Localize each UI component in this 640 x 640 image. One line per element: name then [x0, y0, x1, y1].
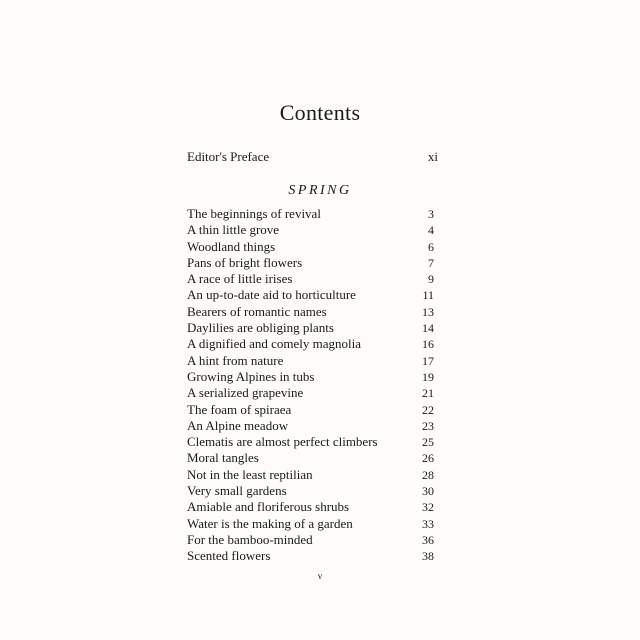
contents-entry	[187, 222, 434, 238]
contents-entry	[187, 336, 434, 352]
entry-title: Woodland things	[187, 238, 276, 254]
page-title: Contents	[279, 100, 361, 125]
entry-page: 19	[422, 369, 434, 384]
entry-title: Daylilies are obliging plants	[187, 320, 334, 336]
entry-title: A hint from nature	[187, 352, 284, 368]
entry-title: For the bamboo-minded	[187, 531, 313, 547]
contents-entry	[187, 239, 434, 255]
entry-page: 23	[422, 418, 434, 433]
entry-page: 30	[422, 484, 434, 499]
entry-title: The foam of spiraea	[187, 401, 292, 417]
entry-title: Moral tangles	[187, 450, 259, 466]
contents-entry	[187, 532, 434, 548]
entry-page: 38	[422, 549, 434, 564]
entry-title: A race of little irises	[187, 271, 293, 287]
contents-entry	[187, 516, 434, 532]
contents-entry	[187, 499, 434, 515]
entry-title: An Alpine meadow	[187, 417, 289, 433]
entry-title: Pans of bright flowers	[187, 254, 303, 270]
contents-entry	[187, 434, 434, 450]
contents-entry	[187, 304, 434, 320]
contents-entry	[187, 402, 434, 418]
entry-page: 32	[422, 500, 434, 515]
entry-page: 17	[422, 353, 434, 368]
entry-title: Amiable and floriferous shrubs	[187, 499, 350, 515]
contents-list	[187, 206, 434, 565]
entry-page: 16	[422, 337, 434, 352]
entry-title: A dignified and comely magnolia	[187, 336, 362, 352]
contents-entry	[187, 483, 434, 499]
preface-entry	[187, 149, 438, 165]
entry-title: A thin little grove	[187, 222, 280, 238]
contents-entry	[187, 271, 434, 287]
page-folio: v	[317, 571, 323, 581]
contents-entry	[187, 450, 434, 466]
entry-page: 25	[422, 435, 434, 450]
entry-title: The beginnings of revival	[187, 206, 321, 221]
entry-page: 33	[422, 516, 434, 531]
entry-page: 3	[428, 207, 434, 221]
contents-entry	[187, 255, 434, 271]
entry-page: 14	[422, 321, 434, 336]
preface-label: Editor's Preface	[187, 149, 270, 164]
contents-entry	[187, 418, 434, 434]
contents-entry	[187, 467, 434, 483]
entry-page: 13	[422, 304, 434, 319]
contents-entry	[187, 385, 434, 401]
contents-entry	[187, 320, 434, 336]
entry-title: Scented flowers	[187, 548, 271, 564]
entry-page: 26	[422, 451, 434, 466]
contents-entry	[187, 353, 434, 369]
contents-entry	[187, 369, 434, 385]
entry-title: Clematis are almost perfect climbers	[187, 434, 378, 450]
section-heading: SPRING	[288, 183, 352, 198]
preface-page: xi	[427, 149, 438, 164]
entry-title: An up-to-date aid to horticulture	[187, 287, 356, 303]
entry-page: 7	[428, 255, 434, 270]
entry-page: 28	[422, 467, 434, 482]
entry-title: Very small gardens	[187, 483, 287, 499]
contents-entry	[187, 548, 434, 564]
entry-page: 6	[428, 239, 434, 254]
contents-entry	[187, 206, 434, 222]
entry-page: 11	[422, 288, 434, 303]
contents-entry	[187, 287, 434, 303]
entry-title: Not in the least reptilian	[187, 466, 313, 482]
entry-page: 22	[422, 402, 434, 417]
entry-title: Water is the making of a garden	[187, 515, 353, 531]
entry-title: Bearers of romantic names	[187, 303, 327, 319]
entry-page: 21	[422, 386, 434, 401]
entry-page: 4	[428, 223, 434, 238]
entry-page: 36	[422, 532, 434, 547]
entry-page: 9	[428, 272, 434, 287]
entry-title: A serialized grapevine	[187, 385, 304, 401]
entry-title: Growing Alpines in tubs	[187, 368, 315, 384]
